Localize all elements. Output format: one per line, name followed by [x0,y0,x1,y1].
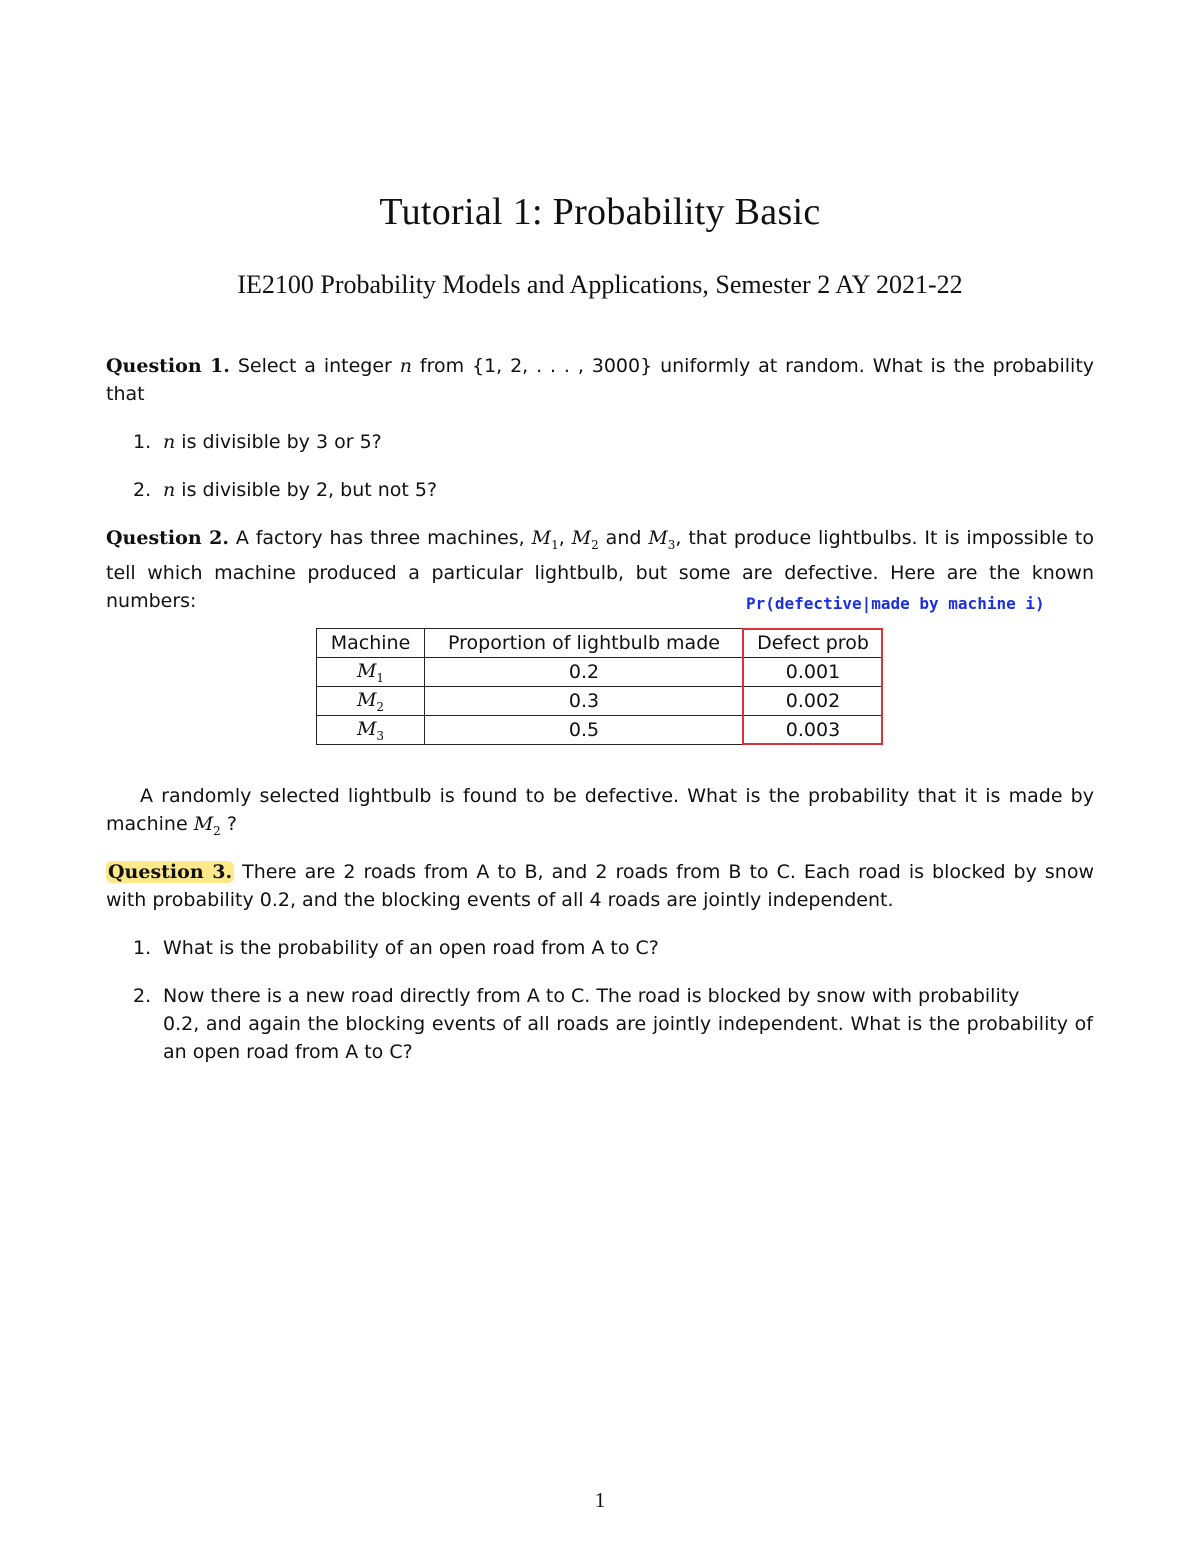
table-header: Proportion of lightbulb made [425,629,744,658]
handwritten-annotation: Pr(defective|made by machine i) [746,594,1045,613]
question-3-item-2 [133,982,1093,1010]
item-text: is divisible by 2, but not 5? [181,479,438,501]
item-number: 1. [133,937,152,959]
question-2-label: Question 2. [106,527,229,549]
question-2-text-a: A factory has three machines, [235,527,525,549]
item-number: 1. [133,431,152,453]
variable-n: n [163,479,176,501]
defect-column-highlight-box [742,628,883,745]
question-1-text-a: Select a integer [237,355,392,377]
machine-m3: $M_3$ [648,527,676,552]
item-text: is divisible by 3 or 5? [181,431,382,453]
table-cell-defect: 0.003 [744,716,883,745]
variable-n: n [399,355,412,377]
question-3 [106,858,1094,914]
table-cell-machine: $M_1$ [317,658,425,687]
question-2-followup [106,782,1094,845]
question-3-label: Question 3. [108,861,233,883]
question-3-text: There are 2 roads from A to B, and 2 roads from B to C. Each road is blocked by snow with probability 0.2, and the blocking events of all 4 roads are jointly independent. [106,861,1094,911]
question-1-item-1 [133,428,382,456]
question-1 [106,352,1094,408]
item-text: What is the probability of an open road from A to C? [163,937,659,959]
page-subtitle: IE2100 Probability Models and Applications, Semester 2 AY 2021-22 [237,270,963,299]
machine-m2: $M_2$ [193,813,221,838]
separator: , [558,527,565,549]
page-number: 1 [594,1488,606,1512]
table-cell-machine: $M_3$ [317,716,425,745]
table-cell-defect: 0.002 [744,687,883,716]
item-number: 2. [133,479,152,501]
question-2-text-b: , that produce lightbulbs. It is impossible to tell which machine produced a particular lightbulb, but some are defective. Here are the known numbers: [106,527,1094,612]
table-cell-machine: $M_2$ [317,687,425,716]
followup-text: A randomly selected lightbulb is found to be defective. What is the probability that it is made by machine [106,785,1094,835]
variable-n: n [163,431,176,453]
question-1-text-b: from {1, 2, . . . , 3000} uniformly at random. What is the probability that [106,355,1095,405]
conjunction: and [605,527,642,549]
table-header: Defect prob [744,629,883,658]
item-number: 2. [133,985,152,1007]
table-cell-defect: 0.001 [744,658,883,687]
table-header: Machine [317,629,425,658]
question-mark: ? [226,813,237,835]
machine-m1: $M_1$ [531,527,559,552]
table-cell-proportion: 0.3 [425,687,744,716]
page-title: Tutorial 1: Probability Basic [379,191,821,233]
question-3-item-1 [133,934,659,962]
item-text: Now there is a new road directly from A to C. The road is blocked by snow with probability [163,985,1020,1007]
question-3-item-2-continued: 0.2, and again the blocking events of all roads are jointly independent. What is the probability of an open road from A to C? [163,1013,1093,1063]
machine-m2: $M_2$ [571,527,599,552]
question-1-item-2 [133,476,437,504]
table-cell-proportion: 0.5 [425,716,744,745]
table-cell-proportion: 0.2 [425,658,744,687]
question-1-label: Question 1. [106,355,230,377]
